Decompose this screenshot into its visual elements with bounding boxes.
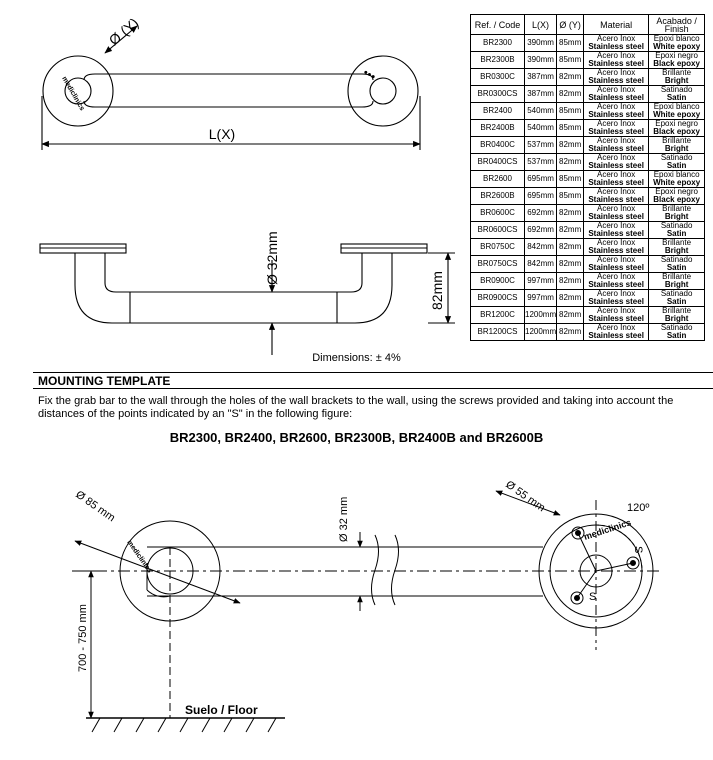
table-cell-material-en: Stainless steel <box>588 144 644 153</box>
table-cell-ref: BR0600C <box>471 205 525 222</box>
table-cell-finish <box>649 205 705 222</box>
table-cell-material-es: Acero Inox <box>597 221 636 230</box>
table-row <box>471 120 705 137</box>
table-cell-length: 695mm <box>525 188 557 205</box>
table-cell-finish-es: Epoxi negro <box>655 119 698 128</box>
table-cell-material-es: Acero Inox <box>597 204 636 213</box>
table-cell-finish <box>649 222 705 239</box>
mounting-template <box>72 488 660 718</box>
table-row <box>471 205 705 222</box>
table-cell-material <box>584 86 649 103</box>
table-cell-finish <box>649 307 705 324</box>
dimensions-note: Dimensions: ± 4% <box>312 352 401 364</box>
table-cell-finish-en: Bright <box>664 76 689 85</box>
table-cell-diameter: 82mm <box>557 290 584 307</box>
table-cell-length: 692mm <box>525 205 557 222</box>
table-cell-diameter: 85mm <box>557 52 584 69</box>
table-cell-finish-en: Satin <box>666 161 687 170</box>
table-cell-finish-es: Epoxi negro <box>655 187 698 196</box>
bar-inner-profile <box>105 253 362 292</box>
table-cell-finish-es: Satinado <box>660 85 693 94</box>
floor-hatch <box>92 718 276 732</box>
table-cell-finish-en: Black epoxy <box>653 127 700 136</box>
table-cell-finish-es: Satinado <box>660 255 693 264</box>
right-diameter-label: Ø 55 mm <box>503 478 548 515</box>
table-cell-diameter: 82mm <box>557 69 584 86</box>
table-cell-material <box>584 273 649 290</box>
table-cell-finish-en: Bright <box>664 314 689 323</box>
table-cell-material-es: Acero Inox <box>597 238 636 247</box>
template-logo-left: mediclinics <box>125 539 153 575</box>
screw-label-right: S <box>632 546 644 554</box>
table-cell-length: 692mm <box>525 222 557 239</box>
table-cell-material <box>584 103 649 120</box>
table-cell-finish <box>649 239 705 256</box>
table-row <box>471 35 705 52</box>
table-cell-material-en: Stainless steel <box>588 161 644 170</box>
table-cell-diameter: 82mm <box>557 307 584 324</box>
table-cell-material <box>584 205 649 222</box>
table-cell-material-es: Acero Inox <box>597 170 636 179</box>
table-cell-diameter: 85mm <box>557 188 584 205</box>
table-cell-material-en: Stainless steel <box>588 297 644 306</box>
table-cell-material-en: Stainless steel <box>588 76 644 85</box>
table-cell-material <box>584 120 649 137</box>
table-cell-ref: BR0600CS <box>471 222 525 239</box>
angle-label: 120º <box>627 502 650 514</box>
table-cell-ref: BR2600B <box>471 188 525 205</box>
table-cell-diameter: 82mm <box>557 137 584 154</box>
table-cell-material-es: Acero Inox <box>597 119 636 128</box>
table-cell-finish-es: Satinado <box>660 221 693 230</box>
table-cell-material-es: Acero Inox <box>597 136 636 145</box>
table-cell-finish-en: Black epoxy <box>653 59 700 68</box>
table-cell-material-en: Stainless steel <box>588 280 644 289</box>
template-tube-label: Ø 32 mm <box>338 496 350 542</box>
table-cell-material <box>584 69 649 86</box>
table-cell-finish-en: Bright <box>664 212 689 221</box>
table-cell-length: 997mm <box>525 273 557 290</box>
table-cell-length: 540mm <box>525 120 557 137</box>
table-cell-ref: BR0750C <box>471 239 525 256</box>
table-cell-material <box>584 290 649 307</box>
table-cell-finish <box>649 256 705 273</box>
table-row <box>471 273 705 290</box>
table-cell-ref: BR0900C <box>471 273 525 290</box>
table-cell-ref: BR0400C <box>471 137 525 154</box>
table-cell-material-en: Stainless steel <box>588 314 644 323</box>
table-cell-ref: BR0300CS <box>471 86 525 103</box>
table-cell-finish <box>649 171 705 188</box>
table-header-row <box>471 15 705 35</box>
depth-label: 82mm <box>429 271 445 310</box>
table-cell-ref: BR0300C <box>471 69 525 86</box>
table-cell-material-en: Stainless steel <box>588 246 644 255</box>
table-cell-length: 997mm <box>525 290 557 307</box>
col-header-ref: Ref. / Code <box>471 15 525 35</box>
table-cell-material <box>584 52 649 69</box>
table-cell-finish-en: Satin <box>666 331 687 340</box>
table-cell-finish <box>649 324 705 341</box>
table-cell-ref: BR0400CS <box>471 154 525 171</box>
diameter-y-label: Ø (Y) <box>105 14 142 49</box>
table-cell-material-es: Acero Inox <box>597 289 636 298</box>
table-cell-finish <box>649 137 705 154</box>
table-cell-finish <box>649 86 705 103</box>
table-cell-material-es: Acero Inox <box>597 34 636 43</box>
table-cell-ref: BR1200CS <box>471 324 525 341</box>
table-cell-material-en: Stainless steel <box>588 127 644 136</box>
table-cell-material <box>584 222 649 239</box>
table-cell-length: 842mm <box>525 239 557 256</box>
height-range-label: 700 - 750 mm <box>77 604 89 672</box>
col-header-diameter: Ø (Y) <box>557 15 584 35</box>
table-cell-finish-es: Brillante <box>662 238 692 247</box>
table-row <box>471 239 705 256</box>
table-cell-ref: BR0750CS <box>471 256 525 273</box>
table-cell-finish-en: Satin <box>666 263 687 272</box>
table-cell-material-en: Stainless steel <box>588 195 644 204</box>
col-header-material: Material <box>584 15 649 35</box>
table-cell-finish <box>649 103 705 120</box>
table-cell-diameter: 82mm <box>557 239 584 256</box>
table-cell-material <box>584 137 649 154</box>
table-cell-material-en: Stainless steel <box>588 93 644 102</box>
table-cell-finish-es: Satinado <box>660 289 693 298</box>
table-cell-material-en: Stainless steel <box>588 178 644 187</box>
spec-table-body <box>471 35 705 341</box>
spec-table <box>470 14 705 341</box>
table-row <box>471 256 705 273</box>
table-cell-material <box>584 171 649 188</box>
col-header-finish: Acabado / Finish <box>649 15 705 35</box>
table-cell-finish <box>649 188 705 205</box>
tube-diameter-label: Ø 32mm <box>264 231 280 285</box>
table-cell-diameter: 82mm <box>557 205 584 222</box>
table-cell-diameter: 85mm <box>557 120 584 137</box>
section-title: MOUNTING TEMPLATE <box>38 374 171 388</box>
table-cell-material-es: Acero Inox <box>597 85 636 94</box>
table-cell-material-en: Stainless steel <box>588 229 644 238</box>
table-cell-material-es: Acero Inox <box>597 255 636 264</box>
table-cell-finish <box>649 290 705 307</box>
table-cell-finish-es: Brillante <box>662 272 692 281</box>
table-cell-finish-en: Satin <box>666 229 687 238</box>
bar-top-view <box>95 74 362 107</box>
table-cell-finish-es: Epoxi blanco <box>653 102 700 111</box>
right-flange-inner <box>370 78 396 104</box>
table-row <box>471 171 705 188</box>
left-diameter-label: Ø 85 mm <box>73 488 118 525</box>
logo-right: ●●● <box>362 68 377 82</box>
models-title: BR2300, BR2400, BR2600, BR2300B, BR2400B and BR2600B <box>169 430 544 445</box>
table-cell-finish <box>649 273 705 290</box>
table-cell-diameter: 82mm <box>557 154 584 171</box>
table-cell-finish-en: Black epoxy <box>653 195 700 204</box>
template-logo-right: mediclinics <box>582 517 633 542</box>
table-cell-finish-es: Epoxi blanco <box>653 34 700 43</box>
length-x-label: L(X) <box>208 126 236 142</box>
table-row <box>471 86 705 103</box>
table-cell-ref: BR2400 <box>471 103 525 120</box>
table-row <box>471 103 705 120</box>
table-cell-diameter: 82mm <box>557 273 584 290</box>
table-row <box>471 154 705 171</box>
table-cell-length: 537mm <box>525 137 557 154</box>
table-cell-length: 540mm <box>525 103 557 120</box>
table-cell-length: 1200mm <box>525 324 557 341</box>
table-cell-material-es: Acero Inox <box>597 306 636 315</box>
table-cell-material-es: Acero Inox <box>597 187 636 196</box>
table-cell-material-es: Acero Inox <box>597 102 636 111</box>
table-cell-finish-en: Bright <box>664 280 689 289</box>
table-cell-finish-en: Satin <box>666 93 687 102</box>
table-cell-finish-en: Bright <box>664 144 689 153</box>
table-cell-length: 387mm <box>525 86 557 103</box>
table-row <box>471 307 705 324</box>
table-cell-material <box>584 188 649 205</box>
col-header-length: L(X) <box>525 15 557 35</box>
table-row <box>471 137 705 154</box>
table-cell-diameter: 82mm <box>557 222 584 239</box>
table-cell-material <box>584 256 649 273</box>
table-cell-finish-es: Epoxi blanco <box>653 170 700 179</box>
table-cell-ref: BR0900CS <box>471 290 525 307</box>
table-cell-length: 390mm <box>525 35 557 52</box>
table-cell-length: 387mm <box>525 69 557 86</box>
table-cell-material-en: Stainless steel <box>588 263 644 272</box>
table-cell-ref: BR2400B <box>471 120 525 137</box>
table-row <box>471 188 705 205</box>
table-cell-finish-en: White epoxy <box>653 42 701 51</box>
table-cell-finish <box>649 35 705 52</box>
instructions-text: Fix the grab bar to the wall through the holes of the wall brackets to the wall, using the screws provided and taking into account the distances of the points indicated by an "S" in the following figure: <box>38 395 674 420</box>
right-flange-outer <box>348 56 418 126</box>
table-cell-material <box>584 324 649 341</box>
table-cell-material-es: Acero Inox <box>597 51 636 60</box>
table-cell-diameter: 82mm <box>557 256 584 273</box>
table-row <box>471 69 705 86</box>
table-cell-length: 1200mm <box>525 307 557 324</box>
table-cell-finish-en: White epoxy <box>653 178 701 187</box>
table-cell-material-es: Acero Inox <box>597 153 636 162</box>
table-cell-ref: BR2300 <box>471 35 525 52</box>
table-cell-length: 390mm <box>525 52 557 69</box>
table-row <box>471 290 705 307</box>
table-cell-ref: BR1200C <box>471 307 525 324</box>
table-cell-material <box>584 239 649 256</box>
table-cell-length: 695mm <box>525 171 557 188</box>
table-cell-finish <box>649 120 705 137</box>
table-cell-finish-es: Epoxi negro <box>655 51 698 60</box>
table-cell-finish <box>649 154 705 171</box>
table-cell-finish <box>649 52 705 69</box>
table-row <box>471 52 705 69</box>
logo-left: mediclinics <box>60 75 86 113</box>
floor-label: Suelo / Floor <box>185 703 258 717</box>
table-cell-length: 842mm <box>525 256 557 273</box>
table-cell-material-es: Acero Inox <box>597 323 636 332</box>
left-flange-outer <box>43 56 113 126</box>
table-cell-material <box>584 154 649 171</box>
table-cell-material-en: Stainless steel <box>588 110 644 119</box>
side-view <box>40 244 455 355</box>
table-cell-ref: BR2300B <box>471 52 525 69</box>
table-cell-diameter: 82mm <box>557 324 584 341</box>
table-cell-material-es: Acero Inox <box>597 68 636 77</box>
table-cell-finish-es: Brillante <box>662 68 692 77</box>
table-row <box>471 324 705 341</box>
table-cell-finish-en: Bright <box>664 246 689 255</box>
screw-label-bottom: S <box>589 591 597 603</box>
table-cell-diameter: 82mm <box>557 86 584 103</box>
table-cell-finish-es: Brillante <box>662 136 692 145</box>
table-cell-finish-es: Satinado <box>660 323 693 332</box>
table-cell-finish-es: Brillante <box>662 204 692 213</box>
table-cell-diameter: 85mm <box>557 35 584 52</box>
table-cell-diameter: 85mm <box>557 171 584 188</box>
table-cell-finish-en: Satin <box>666 297 687 306</box>
bar-outer-profile <box>75 253 392 323</box>
table-cell-ref: BR2600 <box>471 171 525 188</box>
table-cell-diameter: 85mm <box>557 103 584 120</box>
table-cell-length: 537mm <box>525 154 557 171</box>
table-cell-finish <box>649 69 705 86</box>
table-cell-material-en: Stainless steel <box>588 59 644 68</box>
table-cell-material-en: Stainless steel <box>588 212 644 221</box>
table-cell-finish-es: Brillante <box>662 306 692 315</box>
table-row <box>471 222 705 239</box>
table-cell-material-en: Stainless steel <box>588 331 644 340</box>
table-cell-material <box>584 307 649 324</box>
table-cell-material-en: Stainless steel <box>588 42 644 51</box>
table-cell-material-es: Acero Inox <box>597 272 636 281</box>
table-cell-finish-es: Satinado <box>660 153 693 162</box>
table-cell-finish-en: White epoxy <box>653 110 701 119</box>
table-cell-material <box>584 35 649 52</box>
